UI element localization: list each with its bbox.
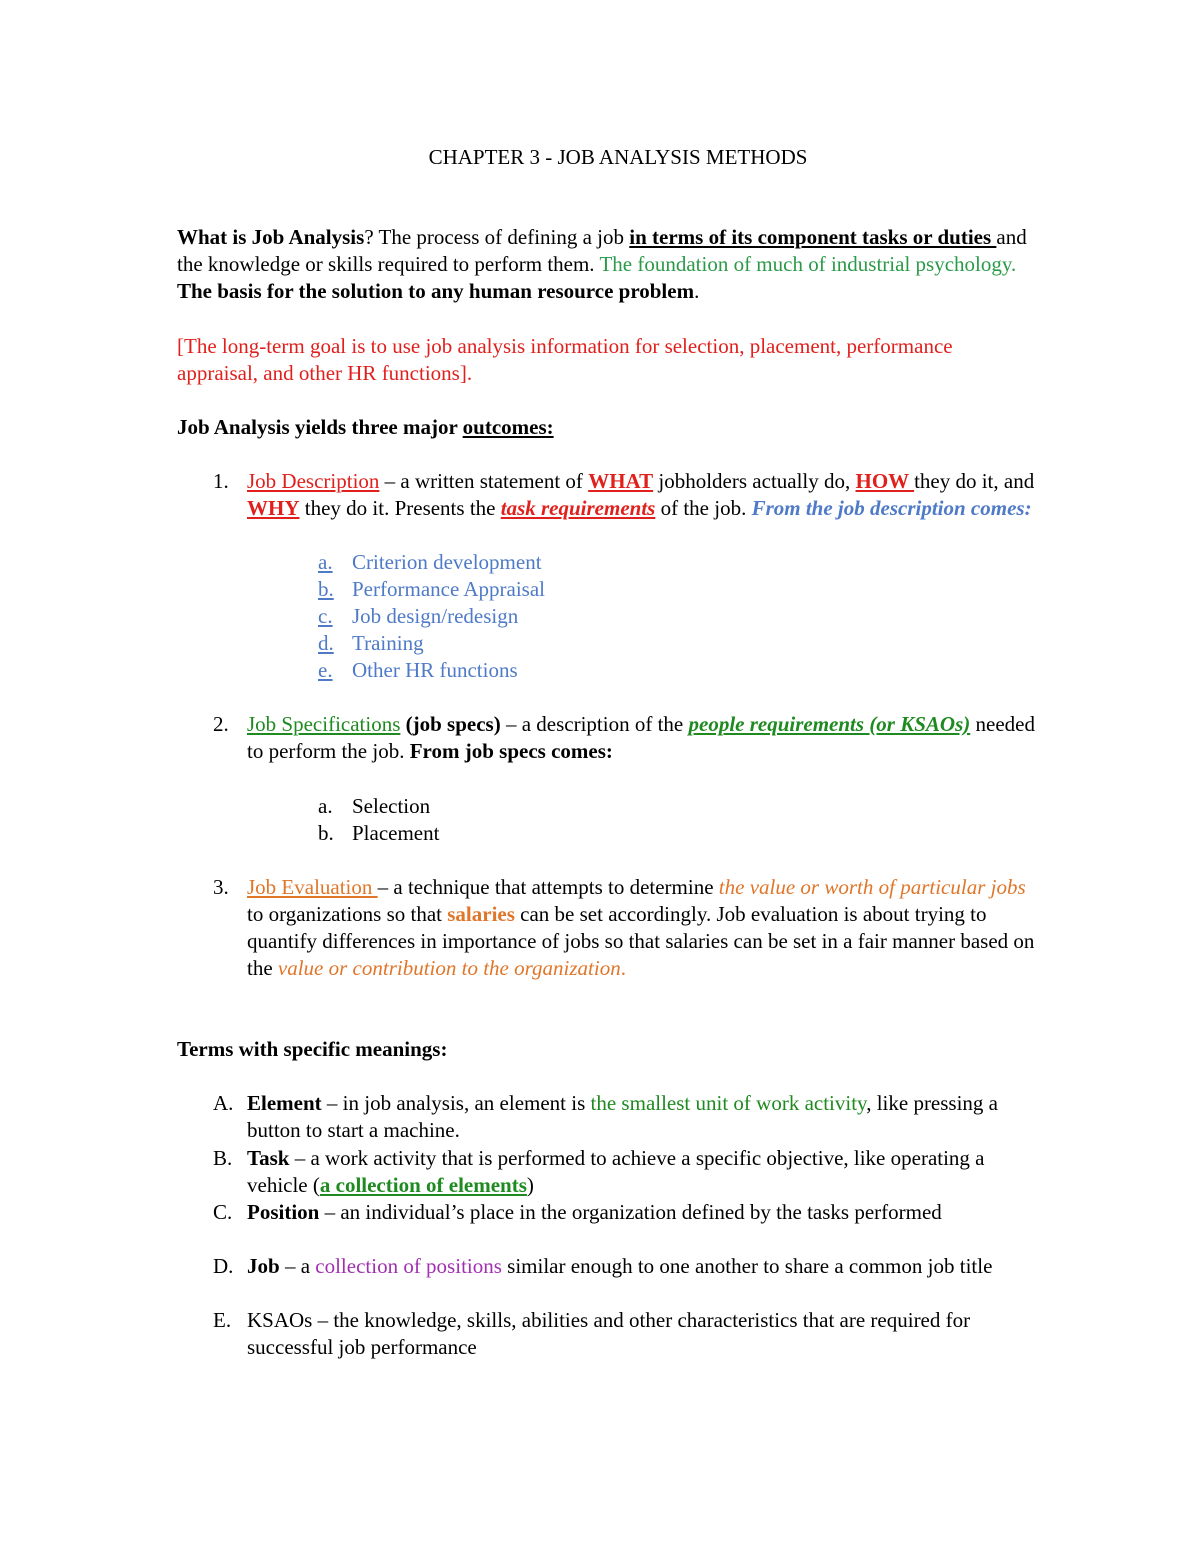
intro-paragraph: What is Job Analysis? The process of defining a job in terms of its component tasks or duties and the knowledge or skills required to perform them. The foundation of much of industrial psychology. The basis for the solution to any human resource problem.	[177, 225, 1027, 303]
intro-question: What is Job Analysis	[177, 225, 365, 249]
chapter-title: CHAPTER 3 - JOB ANALYSIS METHODS	[428, 145, 808, 169]
from-job-description: From the job description comes:	[751, 496, 1032, 520]
term-element: Element – in job analysis, an element is the smallest unit of work activity, like pressing a button to start a machine.	[247, 1091, 999, 1142]
term-letter: E.	[213, 1308, 232, 1332]
intro-foundation: The foundation of much of industrial psychology.	[599, 252, 1017, 276]
item-2-job-specifications: Job Specifications (job specs) – a description of the people requirements (or KSAOs) needed to perform the job. From job specs comes:	[247, 712, 1035, 763]
task-requirements: task requirements	[500, 496, 656, 520]
intro-basis: The basis for the solution to any human resource problem	[177, 279, 695, 303]
term-letter: A.	[213, 1091, 234, 1115]
from-job-specs: From job specs comes:	[409, 739, 613, 763]
term-letter: C.	[213, 1200, 233, 1224]
sub-item: a. Criterion development	[318, 550, 542, 574]
sub-item: e. Other HR functions	[318, 658, 518, 682]
item-2-number: 2.	[213, 712, 229, 736]
intro-emphasis: in terms of its component tasks or duties	[629, 225, 997, 249]
job-evaluation-term: Job Evaluation	[247, 875, 378, 899]
term-job: Job – a collection of positions similar enough to one another to share a common job title	[247, 1254, 993, 1278]
sub-item: b. Performance Appraisal	[318, 577, 546, 601]
job-description-term: Job Description	[247, 469, 380, 493]
term-letter: B.	[213, 1146, 233, 1170]
salaries: salaries	[447, 902, 515, 926]
sub-item: a. Selection	[318, 794, 431, 818]
term-letter: D.	[213, 1254, 234, 1278]
term-task: Task – a work activity that is performed to achieve a specific objective, like operating a vehicle (a collection of elements)	[247, 1146, 985, 1197]
sub-item: c. Job design/redesign	[318, 604, 519, 628]
job-specifications-term: Job Specifications	[247, 712, 401, 736]
sub-item: b. Placement	[318, 821, 440, 845]
item-1-number: 1.	[213, 469, 229, 493]
terms-heading: Terms with specific meanings:	[177, 1037, 448, 1061]
sub-item: d. Training	[318, 631, 424, 655]
term-ksaos: KSAOs – the knowledge, skills, abilities and other characteristics that are required for successful job performance	[247, 1308, 971, 1359]
item-3-job-evaluation: Job Evaluation – a technique that attempts to determine the value or worth of particular jobs to organizations so that salaries can be set accordingly. Job evaluation is about trying to quantify differences in importance of jobs so that salaries can be set in a fair manner based on the value or contribution to the organization.	[247, 875, 1035, 980]
people-requirements: people requirements (or KSAOs)	[688, 712, 971, 736]
goal-paragraph: [The long-term goal is to use job analysis information for selection, placement, performance appraisal, and other HR functions].	[177, 334, 953, 385]
item-1-job-description: Job Description – a written statement of WHAT jobholders actually do, HOW they do it, and WHY they do it. Presents the task requirements of the job. From the job description comes:	[247, 469, 1035, 520]
outcomes-heading: Job Analysis yields three major outcomes:	[177, 415, 554, 439]
term-position: Position – an individual’s place in the organization defined by the tasks performed	[247, 1200, 942, 1224]
item-3-number: 3.	[213, 875, 229, 899]
